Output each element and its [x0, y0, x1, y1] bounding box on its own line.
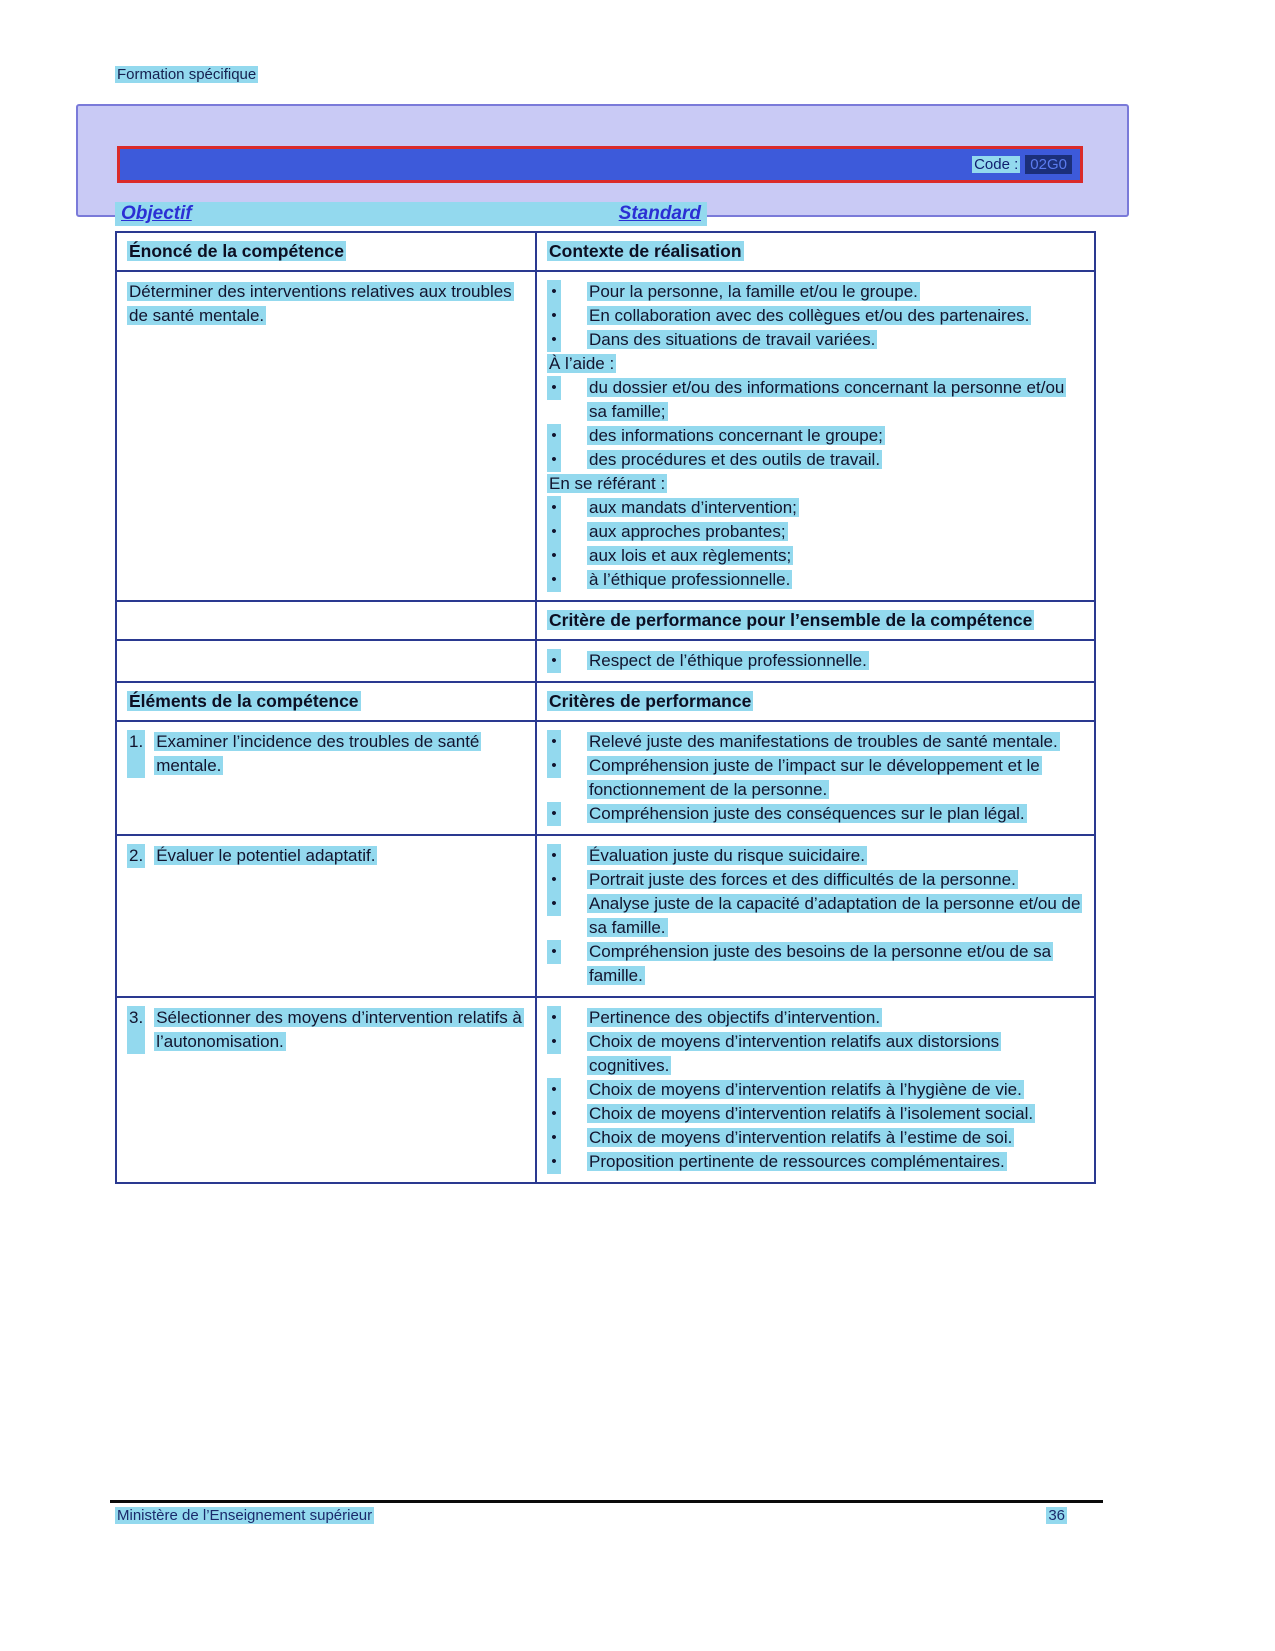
- row-header-2: [117, 681, 1094, 720]
- bullet-icon: •: [547, 496, 561, 520]
- footer: [115, 1507, 1067, 1524]
- bullet-icon: •: [547, 1030, 561, 1054]
- contexte-item-text: des procédures et des outils de travail.: [589, 450, 881, 469]
- code-value: 02G0: [1025, 155, 1072, 174]
- footer-ministry-label: Ministère de l’Enseignement supérieur: [117, 1507, 373, 1524]
- elements-header-text: Éléments de la compétence: [129, 691, 359, 711]
- contexte-item-text: Pour la personne, la famille et/ou le groupe.: [589, 282, 918, 301]
- cell-critere-item-empty: [117, 641, 537, 681]
- element-label: Sélectionner des moyens d’intervention relatifs à l’autonomisation.: [156, 1008, 522, 1051]
- criteria-item-text: Pertinence des objectifs d’intervention.: [589, 1008, 881, 1027]
- bullet-icon: •: [547, 802, 561, 826]
- element-number: 3.: [127, 1006, 145, 1054]
- code-label: Code :: [974, 156, 1019, 173]
- criteria-item-text: Compréhension juste des conséquences sur le plan légal.: [589, 804, 1025, 823]
- criteria-item-text: Choix de moyens d’intervention relatifs à l’estime de soi.: [589, 1128, 1013, 1147]
- critere-title-text: Critère de performance pour l’ensemble de la compétence: [549, 610, 1033, 630]
- row-critere-header: [117, 600, 1094, 639]
- objectif-standard-row: [115, 202, 707, 226]
- bullet-icon: •: [547, 1126, 561, 1150]
- contexte-item: [547, 568, 1084, 592]
- contexte-item-text: Dans des situations de travail variées.: [589, 330, 876, 349]
- bullet-icon: •: [547, 649, 561, 673]
- contexte-item: [547, 496, 1084, 520]
- bullet-icon: •: [547, 280, 561, 304]
- contexte-item-text: En se référant :: [549, 474, 666, 493]
- cell-contexte-header: [537, 233, 1094, 270]
- cell-enonce: [117, 272, 537, 600]
- cell-contexte: [537, 272, 1094, 600]
- contexte-item: [547, 280, 1084, 304]
- contexte-item: [547, 424, 1084, 448]
- bullet-icon: •: [547, 892, 561, 916]
- bullet-icon: •: [547, 448, 561, 472]
- contexte-item-text: du dossier et/ou des informations concernant la personne et/ou sa famille;: [589, 378, 1065, 421]
- criteria-item-text: Relevé juste des manifestations de troubles de santé mentale.: [589, 732, 1058, 751]
- criteria-item-text: Évaluation juste du risque suicidaire.: [589, 846, 865, 865]
- cell-critere-title: [537, 602, 1094, 639]
- criteria-item: [547, 1126, 1084, 1150]
- bullet-icon: •: [547, 1102, 561, 1126]
- bullet-icon: •: [547, 304, 561, 328]
- criteria-item-text: Compréhension juste de l’impact sur le développement et le fonctionnement de la personne.: [589, 756, 1040, 799]
- footer-page-number: 36: [1048, 1507, 1065, 1524]
- row-critere-item: [117, 639, 1094, 681]
- contexte-item-text: À l’aide :: [549, 354, 615, 373]
- criteria-item-text: Portrait juste des forces et des difficultés de la personne.: [589, 870, 1016, 889]
- contexte-item: [547, 304, 1084, 328]
- criteria-item: [547, 868, 1084, 892]
- element-label: Examiner l’incidence des troubles de santé mentale.: [156, 732, 480, 775]
- bullet-icon: •: [547, 868, 561, 892]
- bullet-icon: •: [547, 328, 561, 352]
- criteria-item: [547, 1150, 1084, 1174]
- criteria-item: [547, 940, 1084, 988]
- bullet-icon: •: [547, 730, 561, 754]
- critere-item: [547, 649, 1084, 673]
- contexte-item: [547, 448, 1084, 472]
- bullet-icon: •: [547, 544, 561, 568]
- contexte-item: [547, 472, 1084, 496]
- row-element-1: [117, 720, 1094, 834]
- cell-criteria-3: [537, 998, 1094, 1182]
- row-element-2: [117, 834, 1094, 996]
- enonce-header-text: Énoncé de la compétence: [129, 241, 344, 261]
- contexte-header-text: Contexte de réalisation: [549, 241, 742, 261]
- contexte-item-text: aux mandats d’intervention;: [589, 498, 797, 517]
- contexte-item: [547, 544, 1084, 568]
- bullet-icon: •: [547, 1006, 561, 1030]
- criteria-item-text: Proposition pertinente de ressources complémentaires.: [589, 1152, 1005, 1171]
- criteria-item-text: Analyse juste de la capacité d’adaptation de la personne et/ou de sa famille.: [589, 894, 1081, 937]
- cell-elements-header: [117, 683, 537, 720]
- element-label: Évaluer le potentiel adaptatif.: [156, 846, 376, 865]
- cell-criteres-header: [537, 683, 1094, 720]
- bullet-icon: •: [547, 754, 561, 778]
- criteria-item: [547, 802, 1084, 826]
- row-header-1: [117, 233, 1094, 270]
- contexte-item-text: aux approches probantes;: [589, 522, 786, 541]
- contexte-item-text: En collaboration avec des collègues et/ou des partenaires.: [589, 306, 1030, 325]
- criteria-item: [547, 1102, 1084, 1126]
- bullet-icon: •: [547, 1150, 561, 1174]
- bullet-icon: •: [547, 940, 561, 964]
- criteria-item: [547, 730, 1084, 754]
- criteres-header-text: Critères de performance: [549, 691, 752, 711]
- bullet-icon: •: [547, 376, 561, 400]
- cell-element-3: [117, 998, 537, 1182]
- contexte-item: [547, 352, 1084, 376]
- bullet-icon: •: [547, 520, 561, 544]
- contexte-item-text: des informations concernant le groupe;: [589, 426, 883, 445]
- enonce-text: Déterminer des interventions relatives aux troubles de santé mentale.: [129, 282, 512, 325]
- cell-element-1: [117, 722, 537, 834]
- contexte-item: [547, 376, 1084, 424]
- cell-criteria-2: [537, 836, 1094, 996]
- footer-rule: [110, 1500, 1103, 1503]
- contexte-item-text: à l’éthique professionnelle.: [589, 570, 791, 589]
- criteria-item: [547, 892, 1084, 940]
- critere-item-text: Respect de l’éthique professionnelle.: [589, 651, 867, 670]
- element-number: 1.: [127, 730, 145, 778]
- formation-label: [115, 66, 258, 83]
- element-number: 2.: [127, 844, 145, 868]
- title-bar: [117, 146, 1083, 183]
- criteria-item: [547, 1006, 1084, 1030]
- criteria-item: [547, 844, 1084, 868]
- bullet-icon: •: [547, 1078, 561, 1102]
- title-banner: [76, 104, 1129, 217]
- criteria-item-text: Choix de moyens d’intervention relatifs à l’hygiène de vie.: [589, 1080, 1022, 1099]
- cell-critere-item: [537, 641, 1094, 681]
- bullet-icon: •: [547, 844, 561, 868]
- cell-critere-header-empty: [117, 602, 537, 639]
- row-element-3: [117, 996, 1094, 1182]
- criteria-item-text: Choix de moyens d’intervention relatifs à l’isolement social.: [589, 1104, 1034, 1123]
- criteria-item-text: Compréhension juste des besoins de la personne et/ou de sa famille.: [589, 942, 1052, 985]
- standard-label: Standard: [618, 203, 701, 224]
- cell-element-2: [117, 836, 537, 996]
- criteria-item: [547, 1030, 1084, 1078]
- formation-label-text: Formation spécifique: [117, 66, 257, 83]
- criteria-item: [547, 754, 1084, 802]
- bullet-icon: •: [547, 568, 561, 592]
- bullet-icon: •: [547, 424, 561, 448]
- contexte-item-text: aux lois et aux règlements;: [589, 546, 792, 565]
- criteria-item: [547, 1078, 1084, 1102]
- competence-table: [115, 231, 1096, 1184]
- contexte-item: [547, 520, 1084, 544]
- objectif-label: Objectif: [121, 203, 192, 224]
- cell-enonce-header: [117, 233, 537, 270]
- criteria-item-text: Choix de moyens d’intervention relatifs aux distorsions cognitives.: [589, 1032, 1000, 1075]
- cell-criteria-1: [537, 722, 1094, 834]
- row-contexte: [117, 270, 1094, 600]
- contexte-item: [547, 328, 1084, 352]
